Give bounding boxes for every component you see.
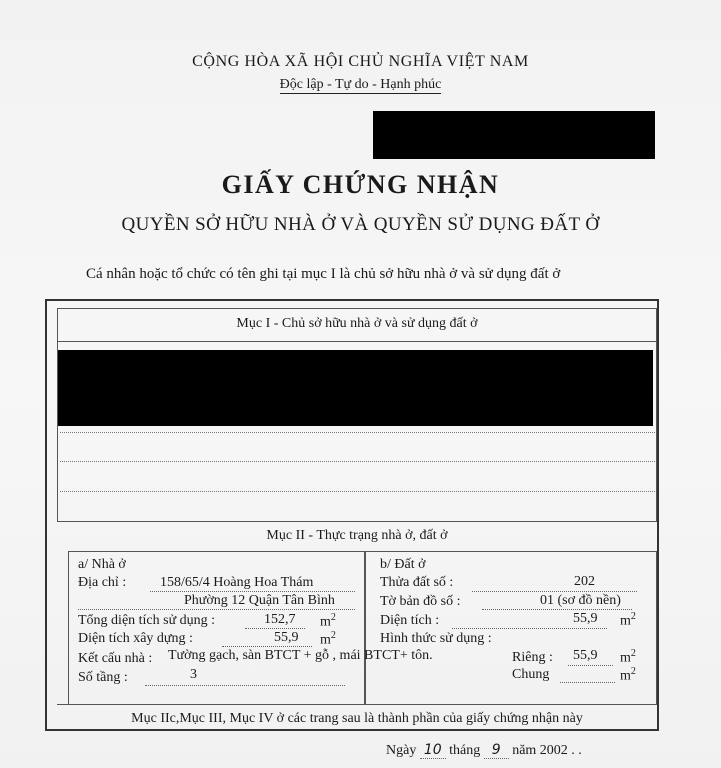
motto xyxy=(0,77,721,93)
private-label: Riêng : xyxy=(512,650,553,665)
build-area-label: Diện tích xây dựng : xyxy=(78,631,193,646)
map-value: 01 (sơ đồ nền) xyxy=(540,593,621,608)
day-label: Ngày xyxy=(386,743,417,758)
dotted-fill xyxy=(568,664,613,666)
floors-label: Số tầng : xyxy=(78,670,128,685)
private-area-unit: $m^2$ xyxy=(620,648,636,666)
build-area-unit: $m^2$ xyxy=(320,630,336,648)
section-2-heading: Mục II - Thực trạng nhà ở, đất ở xyxy=(266,528,448,543)
plot-value: 202 xyxy=(574,574,595,589)
section-1-heading: Mục I - Chủ sở hữu nhà ở và sử dụng đất ở xyxy=(58,309,656,342)
dotted-fill xyxy=(222,645,312,647)
month-value: 9 xyxy=(484,742,509,759)
intro-statement: Cá nhân hoặc tổ chức có tên ghi tại mục I là chủ sở hữu nhà ở và sử dụng đất ở xyxy=(86,266,561,282)
map-label: Tờ bản đồ số : xyxy=(380,594,461,609)
document-title: GIẤY CHỨNG NHẬN xyxy=(221,170,500,199)
redaction-block-owner xyxy=(58,350,653,426)
unit-text: m xyxy=(320,614,331,630)
build-area-value: 55,9 xyxy=(274,630,299,645)
redaction-block-top xyxy=(373,111,655,159)
address-label: Địa chỉ : xyxy=(78,575,127,590)
unit-text: m xyxy=(620,613,631,629)
dotted-fill xyxy=(472,590,637,592)
dotted-fill xyxy=(452,627,607,629)
year-label: năm xyxy=(512,743,537,758)
document-subtitle: QUYỀN SỞ HỮU NHÀ Ở VÀ QUYỀN SỬ DỤNG ĐẤT Ở xyxy=(121,214,600,235)
day-value: 10 xyxy=(420,742,446,759)
date-trailing-dots: . . xyxy=(571,743,582,758)
month-label: tháng xyxy=(449,743,481,758)
plot-label: Thửa đất số : xyxy=(380,575,454,590)
dotted-fill xyxy=(560,681,615,683)
shared-label: Chung xyxy=(512,667,550,682)
house-label: a/ Nhà ở xyxy=(78,557,126,572)
unit-text: m xyxy=(320,632,331,648)
private-area-value: 55,9 xyxy=(573,648,598,663)
nation-header: CỘNG HÒA XÃ HỘI CHỦ NGHĨA VIỆT NAM xyxy=(192,53,529,70)
structure-value: Tường gạch, sàn BTCT + gỗ , mái BTCT+ tôn. xyxy=(168,648,433,663)
unit-text: m xyxy=(620,650,631,666)
owner-dotted-line xyxy=(60,461,655,462)
motto-text: Độc lập - Tự do - Hạnh phúc xyxy=(279,77,442,92)
dotted-fill xyxy=(145,684,345,686)
footer-note: Mục IIc,Mục III, Mục IV ở các trang sau là thành phần của giấy chứng nhận này xyxy=(57,704,657,733)
usage-label: Hình thức sử dụng : xyxy=(380,631,492,646)
floor-area-label: Tổng diện tích sử dụng : xyxy=(78,613,216,628)
land-label: b/ Đất ở xyxy=(380,557,426,572)
year-value: 2002 xyxy=(539,743,568,758)
land-area-label: Diện tích : xyxy=(380,613,440,628)
land-area-value: 55,9 xyxy=(573,611,598,626)
address-line-1: 158/65/4 Hoàng Hoa Thám xyxy=(160,575,314,590)
structure-label: Kết cấu nhà : xyxy=(78,651,153,666)
shared-area-unit: $m^2$ xyxy=(620,666,636,684)
issue-date xyxy=(386,742,582,759)
floor-area-unit: $m^2$ xyxy=(320,612,336,630)
owner-dotted-line xyxy=(60,491,655,492)
floor-area-value: 152,7 xyxy=(264,612,296,627)
unit-text: m xyxy=(620,668,631,684)
address-line-2: Phường 12 Quận Tân Bình xyxy=(184,593,335,608)
floors-value: 3 xyxy=(190,667,197,682)
land-area-unit: $m^2$ xyxy=(620,611,636,629)
owner-dotted-line xyxy=(60,432,655,433)
